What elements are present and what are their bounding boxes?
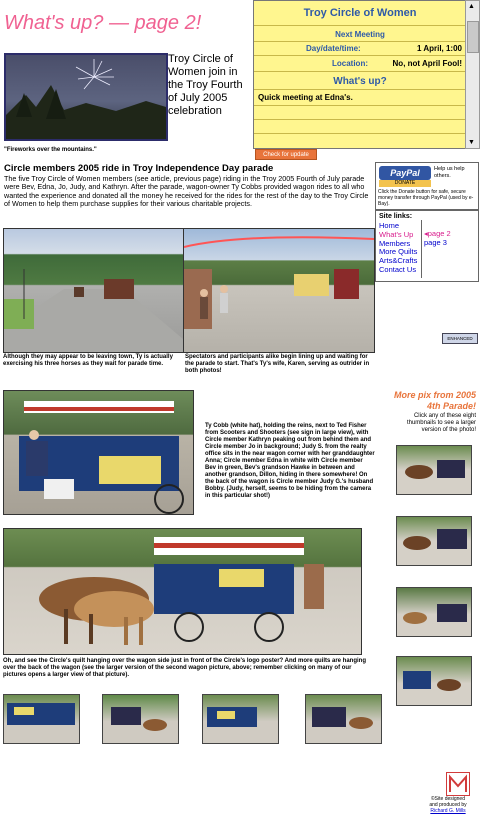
thumbnail-7[interactable]	[396, 587, 472, 637]
thumbnail-1[interactable]	[3, 694, 80, 744]
thumbnail-5[interactable]	[396, 445, 472, 495]
meeting-notepad	[253, 0, 467, 149]
paypal-text: Click the Donate button for safe, secure money transfer through PayPal (used by e-Bay).	[378, 189, 474, 207]
nav-arts-crafts[interactable]: Arts&Crafts	[379, 256, 418, 266]
nav-contact[interactable]: Contact Us	[379, 264, 417, 274]
horses-wagon-photo[interactable]	[3, 528, 362, 655]
enhanced-badge: ENHANCED	[442, 333, 478, 344]
daytime-label: Day/date/time:	[306, 44, 361, 53]
nav-whats-up[interactable]: What's Up	[379, 229, 414, 239]
nav-members[interactable]: Members	[379, 238, 411, 248]
spectators-photo[interactable]	[183, 228, 375, 353]
paypal-box	[375, 162, 479, 210]
check-update-button[interactable]: Check for update	[255, 149, 317, 160]
article-text: The five Troy Circle of Women members (see article, previous page) riding in the Troy 2005 Fourth of July parade were Bev, Edna, Jo, Judy, and Kathryn. After the parade, wagon-owner Ty Cobbs provided wagon rides to all who wanted the experience and donated all the money he received for the rides for the rest of the day to the Troy Circle of Women to help them purchase supplies for their various charitable projects.	[4, 174, 369, 209]
notepad-note: Quick meeting at Edna's.	[258, 93, 353, 102]
thumbnail-2[interactable]	[102, 694, 179, 744]
scroll-thumb[interactable]	[467, 21, 479, 53]
spectators-caption: Spectators and participants alike begin lining up and waiting for the parade to start. That's Ty's wife, Karen, serving as outrider in both photos!	[185, 354, 370, 374]
fireworks-caption: "Fireworks over the mountains."	[4, 147, 97, 153]
thumbnail-6[interactable]	[396, 516, 472, 566]
article-heading: Circle members 2005 ride in Troy Independence Day parade	[4, 163, 274, 174]
more-pix-title: More pix from 2005 4th Parade!	[393, 390, 476, 411]
thumbnail-3[interactable]	[202, 694, 279, 744]
horses-road-photo[interactable]	[3, 228, 184, 353]
fireworks-photo[interactable]	[4, 53, 168, 141]
notepad-scrollbar[interactable]	[465, 0, 480, 149]
site-links-box	[375, 210, 479, 282]
cobb-caption: Ty Cobb (white hat), holding the reins, next to Ted Fisher from Scooters and Shooters (see sign in large view), with Circle member Kathryn peaking out from behind them and Circle member Jo in background; Judy S. from the realty office sits in the near wagon corner with her granddaughter Anna; Circle member Edna in white with Circle member Bev in green, Bev's grandson Hawke in between and another grandson, Dillon, hiding in there somewhere! On the back of the wagon is Circle member Judy G.'s husband Bobby. (Judy, herself, seems to be hiding from the camera in this particular shot!)	[205, 423, 375, 499]
location-value: No, not April Fool!	[392, 59, 462, 68]
location-label: Location:	[332, 59, 368, 68]
scroll-up-icon[interactable]: ▲	[468, 3, 475, 10]
page-title: What's up? — page 2!	[4, 12, 202, 34]
whats-up-label: What's up?	[333, 76, 387, 87]
paypal-help: Help us help others.	[434, 166, 465, 179]
designer-logo-icon	[446, 772, 470, 796]
scroll-down-icon[interactable]: ▼	[468, 139, 475, 146]
quilt-caption: Oh, and see the Circle's quilt hanging over the wagon side just in front of the Circle's logo poster? And more quilts are hanging over the back of the wagon (see the larger version of the second wagon picture, above; remember clicking on many of our pictures opens a larger view of that picture).	[3, 658, 367, 678]
notepad-title: Troy Circle of Women	[303, 7, 417, 19]
thumbnail-8[interactable]	[396, 656, 472, 706]
footer-line1: ©Site designed	[431, 796, 465, 802]
thumbnail-4[interactable]	[305, 694, 382, 744]
road-caption: Although they may appear to be leaving town, Ty is actually exercising his three horses as they wait for parade time.	[3, 354, 173, 367]
paypal-logo: PayPal	[379, 166, 431, 180]
footer-line2: and produced by	[429, 802, 467, 808]
nav-more-quilts[interactable]: More Quilts	[379, 247, 418, 257]
wagon-closeup-photo[interactable]	[3, 390, 194, 515]
more-pix-text: Click any of these eight thumbnails to see a larger version of the photo!	[406, 413, 476, 433]
next-meeting-label: Next Meeting	[335, 30, 385, 39]
fireworks-heading: Troy Circle of Women join in the Troy Fourth of July 2005 celebration	[168, 53, 243, 117]
pointer-left-icon: ◂	[424, 229, 428, 238]
nav-page-3[interactable]: page 3	[424, 238, 447, 247]
daytime-value: 1 April, 1:00	[416, 44, 462, 53]
nav-page-2[interactable]: ◂page 2	[424, 229, 451, 238]
nav-home[interactable]: Home	[379, 221, 400, 230]
donate-button[interactable]: DONATE	[379, 180, 431, 187]
footer-author-link[interactable]: Richard G. Mills	[430, 808, 466, 814]
site-links-label: Site links:	[379, 213, 413, 220]
